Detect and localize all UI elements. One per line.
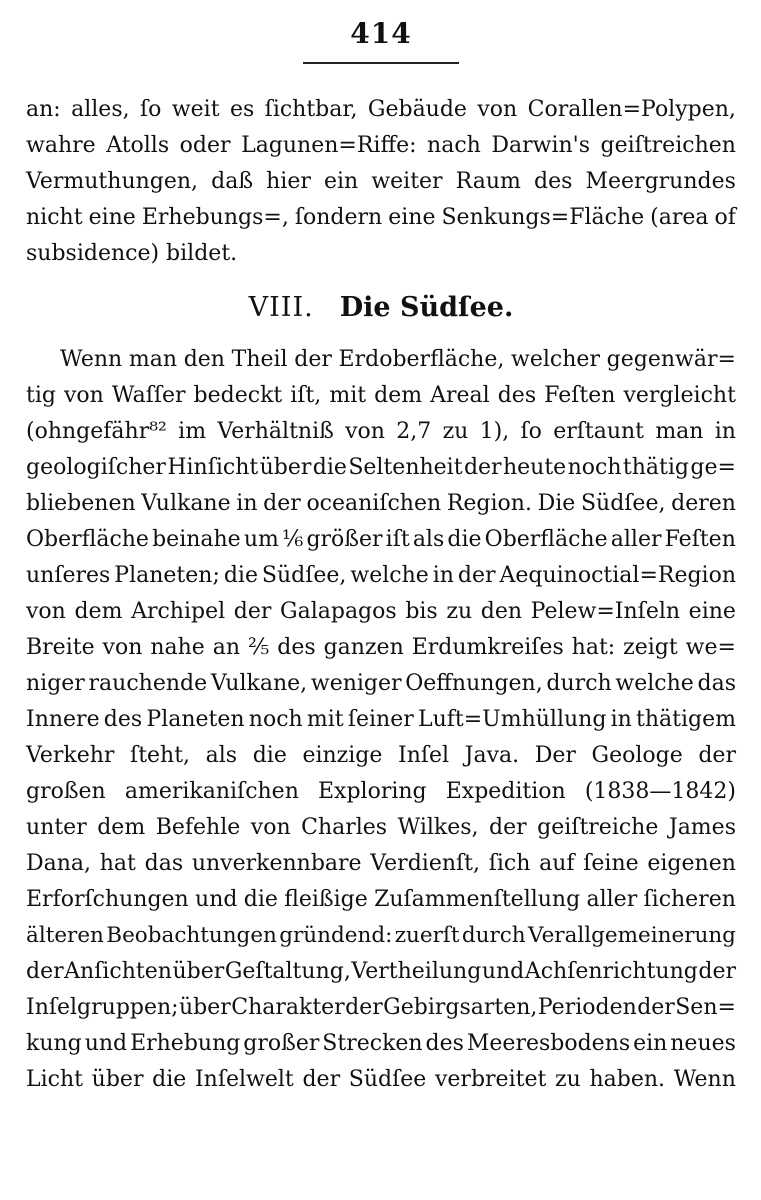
word: Erdumkreiſes	[411, 635, 564, 660]
word: der	[698, 959, 736, 984]
word: eigenen	[647, 851, 736, 876]
word: Vertheilung	[351, 959, 482, 984]
word: zu	[555, 1067, 581, 1092]
word: Corallen=Polypen,	[527, 97, 736, 122]
word: Areal	[430, 383, 490, 408]
word: und	[195, 887, 238, 912]
word: mit	[306, 707, 344, 732]
word: Archipel	[131, 599, 226, 624]
word: ſeine	[583, 851, 639, 876]
word: Galapagos	[280, 599, 397, 624]
word: Beobachtungen	[106, 923, 277, 948]
word: Inſelgruppen;	[26, 995, 179, 1020]
word: des	[497, 383, 537, 408]
word: eine	[688, 599, 736, 624]
text-line	[26, 918, 736, 954]
word: alles,	[71, 97, 130, 122]
text-line	[26, 594, 736, 630]
word: Erdoberfläche,	[338, 347, 505, 372]
word: iſt,	[290, 383, 322, 408]
text-line	[26, 342, 736, 378]
word: als	[205, 743, 238, 768]
text-line	[26, 128, 736, 164]
word: welche	[350, 563, 429, 588]
word: niger	[26, 671, 85, 696]
word: gründend:	[279, 923, 393, 948]
section-number: VIII.	[248, 292, 314, 323]
word: geiſtreiche	[537, 815, 659, 840]
word: Vulkane	[141, 491, 231, 516]
paragraph-body	[26, 342, 736, 1098]
text-line	[26, 414, 736, 450]
word: im	[178, 419, 207, 444]
word: Pelew=Inſeln	[530, 599, 681, 624]
word: der	[463, 455, 502, 480]
word: Waſſer	[111, 383, 186, 408]
word: Expedition	[445, 779, 566, 804]
word: zu	[442, 419, 469, 444]
word: des	[103, 707, 143, 732]
word: geologiſcher	[26, 455, 166, 480]
word: kung	[26, 1031, 82, 1056]
word: Senkungs=Fläche	[441, 205, 645, 230]
word: vergleicht	[623, 383, 736, 408]
word: Breite	[26, 635, 95, 660]
word: einzige	[302, 743, 383, 768]
word: beinahe	[152, 527, 241, 552]
word: daß	[211, 169, 254, 194]
word: Meergrundes	[585, 169, 736, 194]
word: eine	[88, 205, 136, 230]
word: Vermuthungen,	[26, 169, 199, 194]
word: als	[412, 527, 445, 552]
text-line	[26, 774, 736, 810]
word: auf	[539, 851, 575, 876]
word: (1838—1842)	[584, 779, 736, 804]
word: ſondern	[294, 205, 383, 230]
word: Erforſchungen	[26, 887, 189, 912]
page-number: 414	[350, 17, 412, 50]
word: Zuſammenſtellung	[374, 887, 581, 912]
word: 1),	[479, 419, 510, 444]
word: ge=	[690, 455, 736, 480]
word: hat:	[571, 635, 616, 660]
word: durch	[546, 671, 612, 696]
paragraph-continuation	[26, 92, 736, 272]
word: Oberfläche	[26, 527, 149, 552]
word: noch	[567, 455, 622, 480]
book-page	[26, 14, 736, 1186]
word: der	[489, 815, 527, 840]
word: heute	[502, 455, 567, 480]
word: hier	[266, 169, 311, 194]
word: neues	[670, 1031, 736, 1056]
word: Lagunen=Riffe:	[241, 133, 417, 158]
word: ſich	[488, 851, 531, 876]
word: aller	[586, 887, 638, 912]
word: Charles	[301, 815, 388, 840]
word: und	[84, 1031, 128, 1056]
section-heading	[26, 276, 736, 340]
word: über	[172, 959, 225, 984]
word: in	[432, 563, 454, 588]
word: nahe	[150, 635, 205, 660]
word: bliebenen	[26, 491, 136, 516]
word: Dana,	[26, 851, 92, 876]
word: Innere	[26, 707, 100, 732]
text-line	[26, 450, 736, 486]
word: (ohngefähr⁸²	[26, 419, 167, 444]
word: Gebäude	[367, 97, 467, 122]
word: der	[302, 1067, 341, 1092]
word: über	[259, 455, 312, 480]
text-line	[26, 990, 736, 1026]
word: Befehle	[155, 815, 241, 840]
word: über	[91, 1067, 144, 1092]
word: dem	[97, 815, 146, 840]
word: der	[637, 995, 675, 1020]
word: von	[345, 419, 385, 444]
word: durch	[461, 923, 526, 948]
word: Aequinoctial=Region	[499, 563, 736, 588]
word: der	[457, 563, 496, 588]
word: Achſenrichtung	[524, 959, 698, 984]
text-line	[26, 630, 736, 666]
text-line	[26, 810, 736, 846]
word: oceaniſchen	[306, 491, 442, 516]
word: Feſten	[664, 527, 736, 552]
word: das	[697, 671, 736, 696]
text-line	[26, 200, 736, 236]
word: hat	[99, 851, 136, 876]
word: das	[144, 851, 184, 876]
word: James	[668, 815, 736, 840]
word: Verkehr	[26, 743, 115, 768]
word: ſo	[520, 419, 542, 444]
word: und	[481, 959, 525, 984]
text-line	[26, 954, 736, 990]
word: Meeresbodens	[466, 1031, 631, 1056]
word: ein	[633, 1031, 668, 1056]
word: man	[128, 347, 178, 372]
word: von	[64, 383, 104, 408]
word: Inſel	[398, 743, 450, 768]
word: unſeres	[26, 563, 111, 588]
word: oder	[179, 133, 231, 158]
word: die	[447, 527, 482, 552]
word: welcher	[511, 347, 600, 372]
word: ⅙	[282, 527, 304, 552]
word: zu	[446, 599, 473, 624]
word: thätig	[622, 455, 689, 480]
word: Licht	[26, 1067, 83, 1092]
word: ein	[323, 169, 359, 194]
word: Wilkes,	[397, 815, 479, 840]
word: Seltenheit	[348, 455, 463, 480]
word: deren	[671, 491, 736, 516]
word: Erhebungs=,	[141, 205, 289, 230]
word: Atolls	[106, 133, 170, 158]
word: des	[425, 1031, 464, 1056]
word: thätigem	[636, 707, 736, 732]
text-line: subsidence) bildet.	[26, 241, 238, 266]
word: den	[480, 599, 523, 624]
word: Region.	[446, 491, 532, 516]
word: dem	[374, 383, 423, 408]
word: Südſee,	[580, 491, 666, 516]
word: Java.	[464, 743, 520, 768]
word: Die	[537, 491, 576, 516]
word: Der	[534, 743, 576, 768]
text-line	[26, 1026, 736, 1062]
word: die	[312, 455, 347, 480]
word: Oeffnungen,	[405, 671, 543, 696]
word: Sen=	[675, 995, 736, 1020]
word: unverkennbare	[191, 851, 362, 876]
text-line	[26, 882, 736, 918]
word: tig	[26, 383, 56, 408]
word: Geologe	[591, 743, 683, 768]
word: ganzen	[323, 635, 404, 660]
word: der	[26, 959, 64, 984]
word: großer	[243, 1031, 320, 1056]
word: die	[243, 887, 278, 912]
word: ⅖	[247, 635, 270, 660]
text-line	[26, 378, 736, 414]
word: iſt	[385, 527, 410, 552]
word: älteren	[26, 923, 104, 948]
text-line	[26, 558, 736, 594]
word: an:	[26, 97, 61, 122]
word: weit	[171, 97, 220, 122]
word: der	[345, 995, 383, 1020]
header-rule	[303, 62, 459, 64]
word: von	[250, 815, 291, 840]
word: Südſee,	[261, 563, 347, 588]
word: von	[102, 635, 143, 660]
word: man	[655, 419, 704, 444]
word: Wenn	[673, 1067, 736, 1092]
word: des	[533, 169, 573, 194]
word: welche	[615, 671, 694, 696]
word: Strecken	[322, 1031, 423, 1056]
word: noch	[248, 707, 303, 732]
word: in	[610, 707, 632, 732]
text-line	[26, 846, 736, 882]
word: ſeiner	[347, 707, 414, 732]
word: großen	[26, 779, 106, 804]
text-line	[26, 486, 736, 522]
word: Verallgemeinerung	[528, 923, 736, 948]
word: der	[294, 347, 332, 372]
word: die	[152, 1067, 187, 1092]
word: rauchende	[88, 671, 208, 696]
word: weniger	[310, 671, 402, 696]
word: Perioden	[537, 995, 637, 1020]
text-line	[26, 92, 736, 128]
word: bedeckt	[193, 383, 283, 408]
word: von	[26, 599, 66, 624]
word: Erhebung	[130, 1031, 241, 1056]
word: Vulkane,	[210, 671, 308, 696]
word: we=	[685, 635, 736, 660]
word: Darwin's	[491, 133, 591, 158]
word: um	[243, 527, 279, 552]
word: bis	[405, 599, 438, 624]
word: Gebirgsarten,	[383, 995, 538, 1020]
word: haben.	[589, 1067, 666, 1092]
word: Planeten	[146, 707, 245, 732]
word: die	[223, 563, 258, 588]
word: in	[714, 419, 736, 444]
word: die	[252, 743, 287, 768]
word: Exploring	[317, 779, 427, 804]
text-line	[26, 164, 736, 200]
word: ſteht,	[130, 743, 191, 768]
text-line	[26, 666, 736, 702]
word: Verhältniß	[217, 419, 334, 444]
word: Raum	[455, 169, 521, 194]
section-title: Die Südſee.	[339, 292, 514, 323]
word: eine	[388, 205, 436, 230]
word: Planeten;	[114, 563, 220, 588]
word: ſicheren	[643, 887, 736, 912]
word: dem	[74, 599, 123, 624]
word: ſichtbar,	[264, 97, 358, 122]
word: erſtaunt	[553, 419, 645, 444]
word: Hinſicht	[167, 455, 259, 480]
word: fleißige	[284, 887, 368, 912]
text-line	[26, 738, 736, 774]
word: Charakter	[231, 995, 345, 1020]
word: Luft=Umhüllung	[417, 707, 607, 732]
word: Theil	[231, 347, 288, 372]
word: Oberfläche	[484, 527, 608, 552]
word: wahre	[26, 133, 96, 158]
text-line	[26, 1062, 736, 1098]
word: 2,7	[396, 419, 432, 444]
word: aller	[610, 527, 662, 552]
word: unter	[26, 815, 87, 840]
word: Geſtaltung,	[224, 959, 351, 984]
word: zuerſt	[394, 923, 460, 948]
word: von	[477, 97, 518, 122]
word: nicht	[26, 205, 83, 230]
word: den	[183, 347, 225, 372]
word: es	[229, 97, 255, 122]
word: (area	[650, 205, 709, 230]
word: ſo	[140, 97, 162, 122]
word: an	[212, 635, 241, 660]
text-line	[26, 522, 736, 558]
word: weiter	[371, 169, 443, 194]
word: amerikaniſchen	[124, 779, 299, 804]
word: Wenn	[60, 347, 123, 372]
word: of	[714, 205, 736, 230]
word: des	[277, 635, 316, 660]
word: verbreitet	[434, 1067, 547, 1092]
word: in	[236, 491, 258, 516]
word: mit	[329, 383, 367, 408]
word: der	[698, 743, 736, 768]
word: Südſee	[348, 1067, 427, 1092]
word: Feſten	[544, 383, 616, 408]
word: über	[179, 995, 231, 1020]
word: Verdienſt,	[370, 851, 480, 876]
word: der	[233, 599, 272, 624]
text-line	[26, 702, 736, 738]
word: geiſtreichen	[600, 133, 736, 158]
word: nach	[427, 133, 481, 158]
word: Inſelwelt	[194, 1067, 294, 1092]
word: gegenwär=	[606, 347, 736, 372]
word: zeigt	[623, 635, 678, 660]
word: der	[263, 491, 301, 516]
word: Anſichten	[64, 959, 172, 984]
word: größer	[306, 527, 383, 552]
